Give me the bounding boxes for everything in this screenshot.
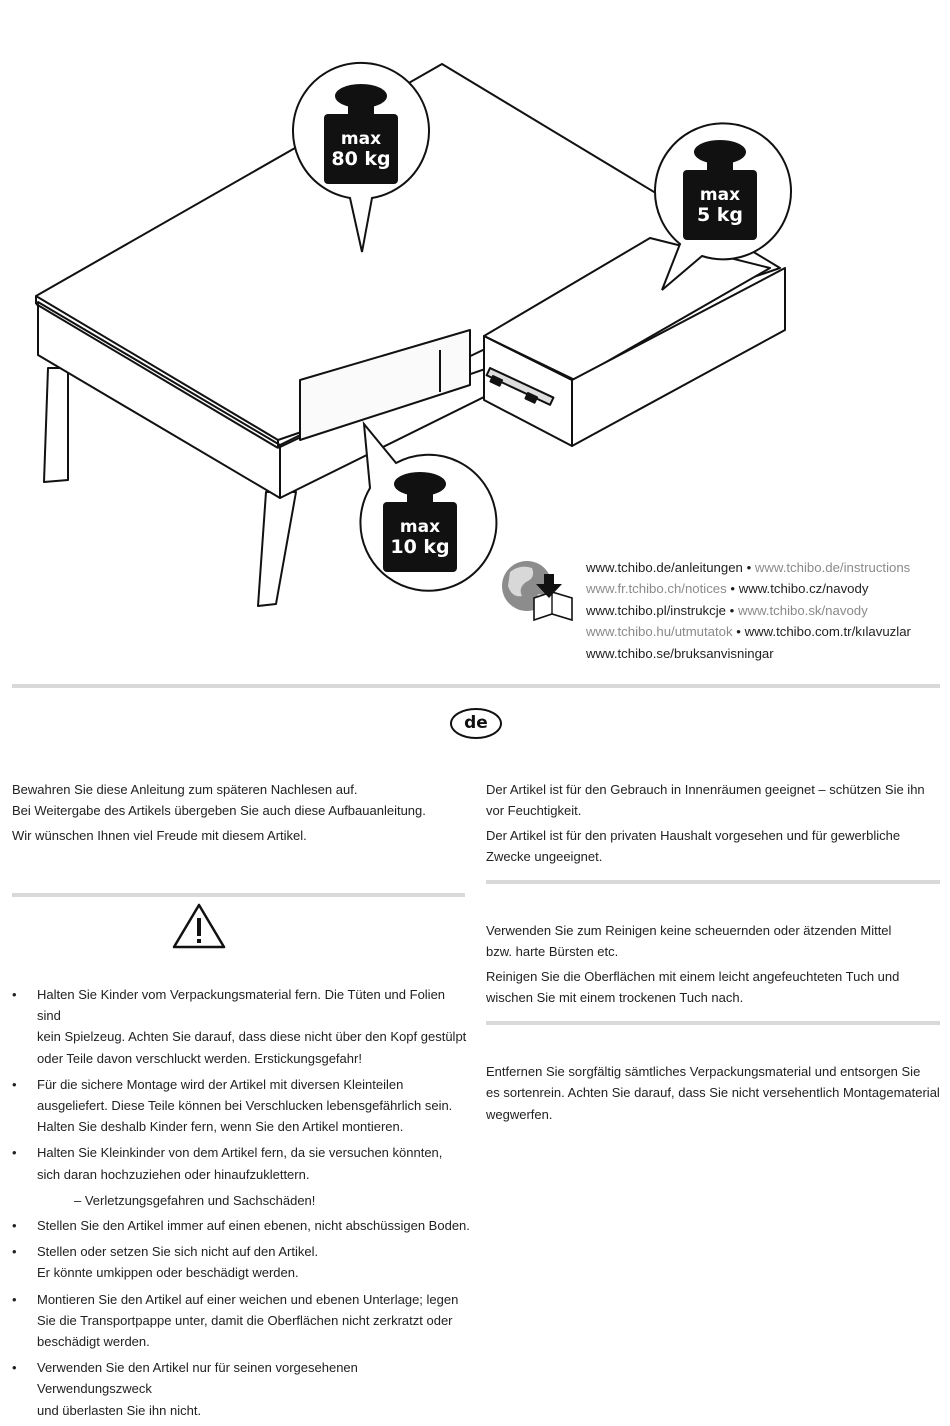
weight-value: 80 kg: [331, 148, 391, 170]
warning-item: • Stellen Sie den Artikel immer auf einen ebenen, nicht abschüssigen Boden.: [12, 1215, 472, 1236]
warning-triangle-icon: [172, 902, 226, 950]
section-divider: [12, 893, 465, 897]
bullet: •: [12, 1244, 17, 1260]
table-leg: [258, 492, 296, 606]
bullet: •: [12, 1218, 17, 1234]
warning-item: • Verwenden Sie den Artikel nur für seinen vorgesehenen Verwendungszweck und überlasten Sie ihn nicht.: [12, 1357, 472, 1421]
intro-line: Bei Weitergabe des Artikels übergeben Sie auch diese Aufbauanleitung.: [12, 803, 426, 819]
bullet: •: [12, 1360, 17, 1376]
section-divider: [12, 684, 940, 688]
language-badge: de: [450, 708, 502, 739]
weight-value: 5 kg: [696, 204, 744, 226]
cleaning-line: wischen Sie mit einem trockenen Tuch nach.: [486, 990, 744, 1006]
disposal-line: wegwerfen.: [486, 1106, 553, 1122]
cleaning-line: Verwenden Sie zum Reinigen keine scheuernden oder ätzenden Mittel: [486, 923, 892, 938]
disposal-line: es sortenrein. Achten Sie darauf, dass Sie nicht versehentlich Montagematerial: [486, 1085, 940, 1101]
instruction-links: [586, 557, 911, 664]
usage-text: [486, 779, 941, 871]
safety-warnings-list: [12, 984, 472, 1426]
warning-item: • Für die sichere Montage wird der Artikel mit diversen Kleinteilen ausgeliefert. Diese Teile können bei Verschlucken lebensgefährlich sein. Halten Sie deshalb Kinder fern, wenn Sie den Artikel montieren.: [12, 1074, 472, 1138]
usage-line: Der Artikel ist für den Gebrauch in Innenräumen geeignet – schützen Sie ihn: [486, 782, 925, 797]
disposal-text: [486, 1061, 941, 1128]
intro-line: Wir wünschen Ihnen viel Freude mit diesem Artikel.: [12, 827, 307, 843]
usage-line: Zwecke ungeeignet.: [486, 849, 603, 865]
intro-line: Bewahren Sie diese Anleitung zum späteren Nachlesen auf.: [12, 782, 358, 797]
max-label: max: [340, 129, 382, 149]
link-pl[interactable]: www.tchibo.pl/instrukcje: [586, 602, 726, 618]
warning-sub-note: – Verletzungsgefahren und Sachschäden!: [74, 1192, 316, 1208]
link-separator: •: [729, 602, 735, 618]
bullet: •: [12, 987, 17, 1002]
cleaning-text: [486, 920, 941, 1012]
link-separator: •: [746, 560, 752, 575]
usage-line: Der Artikel ist für den privaten Haushalt vorgesehen und für gewerbliche: [486, 827, 901, 843]
link-tr[interactable]: www.tchibo.com.tr/kılavuzlar: [744, 624, 911, 640]
bullet: •: [12, 1076, 17, 1092]
max-label: max: [699, 185, 741, 205]
link-cz[interactable]: www.tchibo.cz/navody: [738, 581, 869, 597]
bullet: •: [12, 1291, 17, 1307]
link-ch-fr[interactable]: www.fr.tchibo.ch/notices: [586, 581, 727, 597]
cleaning-line: Reinigen Sie die Oberflächen mit einem leicht angefeuchteten Tuch und: [486, 968, 900, 984]
bullet: •: [12, 1145, 17, 1161]
section-divider: [486, 1021, 940, 1025]
cleaning-line: bzw. harte Bürsten etc.: [486, 944, 619, 960]
section-divider: [486, 880, 940, 884]
link-de[interactable]: www.tchibo.de/anleitungen: [586, 560, 743, 575]
intro-text: [12, 779, 467, 849]
link-se[interactable]: www.tchibo.se/bruksanvisningar: [586, 645, 774, 661]
globe-download-icon: [502, 561, 572, 620]
usage-line: vor Feuchtigkeit.: [486, 803, 582, 819]
link-de-en[interactable]: www.tchibo.de/instructions: [754, 560, 911, 575]
link-sk[interactable]: www.tchibo.sk/navody: [737, 602, 868, 618]
max-load-bubble-compartment: [360, 424, 496, 591]
disposal-line: Entfernen Sie sorgfältig sämtliches Verpackungsmaterial und entsorgen Sie: [486, 1064, 921, 1079]
weight-value: 10 kg: [390, 536, 450, 558]
warning-item: • Montieren Sie den Artikel auf einer weichen und ebenen Unterlage; legen Sie die Transportpappe unter, damit die Oberflächen nicht zerkratzt oder beschädigt werden.: [12, 1289, 472, 1353]
warning-item: • Halten Sie Kinder vom Verpackungsmaterial fern. Die Tüten und Folien sind kein Spielzeug. Achten Sie darauf, dass diese nicht über den Kopf gestülpt oder Teile davon verschluckt werden. Erstickungsgefahr!: [12, 984, 472, 1069]
warning-item: • Stellen oder setzen Sie sich nicht auf den Artikel. Er könnte umkippen oder beschädigt werden.: [12, 1241, 472, 1283]
link-hu[interactable]: www.tchibo.hu/utmutatok: [586, 624, 733, 640]
link-separator: •: [736, 624, 741, 640]
max-label: max: [399, 517, 441, 537]
link-separator: •: [730, 581, 736, 597]
warning-item: • Halten Sie Kleinkinder von dem Artikel fern, da sie versuchen könnten, sich daran hochzuziehen oder hinaufzuklettern.: [12, 1142, 472, 1184]
table-leg: [44, 368, 68, 482]
